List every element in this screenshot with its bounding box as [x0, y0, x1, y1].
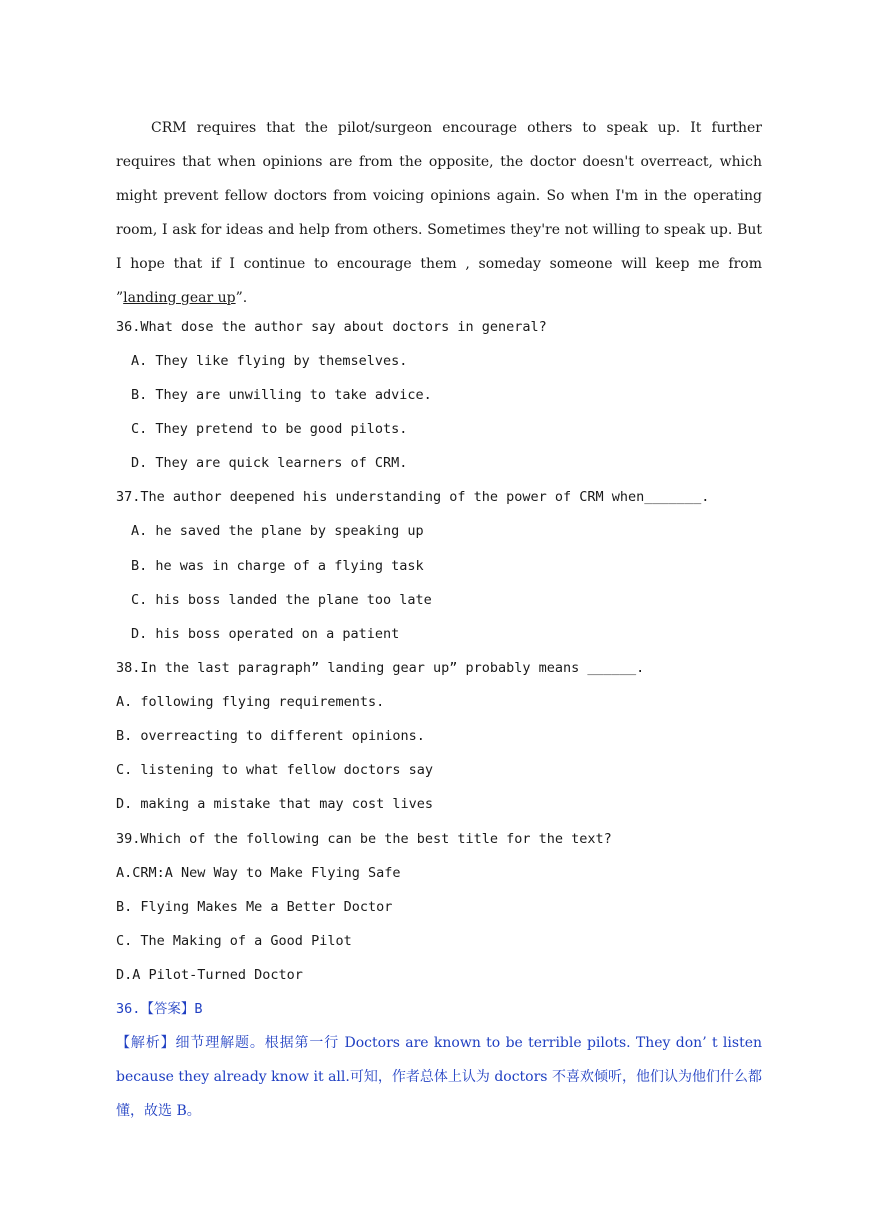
question-37-option-a: A. he saved the plane by speaking up: [131, 523, 424, 539]
question-39-option-d: D.A Pilot-Turned Doctor: [116, 967, 303, 983]
question-36-option-c: C. They pretend to be good pilots.: [131, 421, 408, 437]
question-38-option-a: A. following flying requirements.: [116, 694, 385, 710]
passage-text: CRM requires that the pilot/surgeon encourage others to speak up. It further requires that when opinions are from the opposite, the doctor doesn't overreact, which might prevent fellow doctors from voicing opinions again. So when I'm in the operating room, I ask for ideas and help from others. Sometimes they're not willing to speak up. But I hope that if I continue to encourage them , someday someone will keep me from ”: [116, 120, 762, 306]
question-37-option-c: C. his boss landed the plane too late: [131, 592, 432, 608]
question-36-option-b: B. They are unwilling to take advice.: [131, 387, 432, 403]
question-37-stem: 37.The author deepened his understanding of the power of CRM when_______.: [116, 489, 710, 505]
question-38-option-d: D. making a mistake that may cost lives: [116, 796, 433, 812]
question-36-stem: 36.What dose the author say about doctors in general?: [116, 319, 547, 335]
question-36-option-a: A. They like flying by themselves.: [131, 353, 408, 369]
question-36-option-d: D. They are quick learners of CRM.: [131, 455, 408, 471]
underlined-phrase: landing gear up: [123, 290, 236, 306]
answer-explanation: 【解析】细节理解题。根据第一行 Doctors are known to be terrible pilots. They don’ t listen because they already know it all.可知，作者总体上认为 doctors 不喜欢倾听，他们认为他们什么都懂，故选 B。: [116, 1035, 762, 1119]
answer-heading: 36.【答案】B: [116, 1001, 203, 1017]
question-39-stem: 39.Which of the following can be the best title for the text?: [116, 831, 612, 847]
question-39-option-c: C. The Making of a Good Pilot: [116, 933, 352, 949]
question-39-option-a: A.CRM:A New Way to Make Flying Safe: [116, 865, 401, 881]
question-38-stem: 38.In the last paragraph” landing gear up” probably means ______.: [116, 660, 645, 676]
question-37-option-b: B. he was in charge of a flying task: [131, 558, 424, 574]
passage-paragraph: [116, 111, 762, 315]
question-37-option-d: D. his boss operated on a patient: [131, 626, 400, 642]
passage-text-end: ”.: [235, 290, 248, 306]
question-38-option-c: C. listening to what fellow doctors say: [116, 762, 433, 778]
question-39-option-b: B. Flying Makes Me a Better Doctor: [116, 899, 393, 915]
question-38-option-b: B. overreacting to different opinions.: [116, 728, 425, 744]
